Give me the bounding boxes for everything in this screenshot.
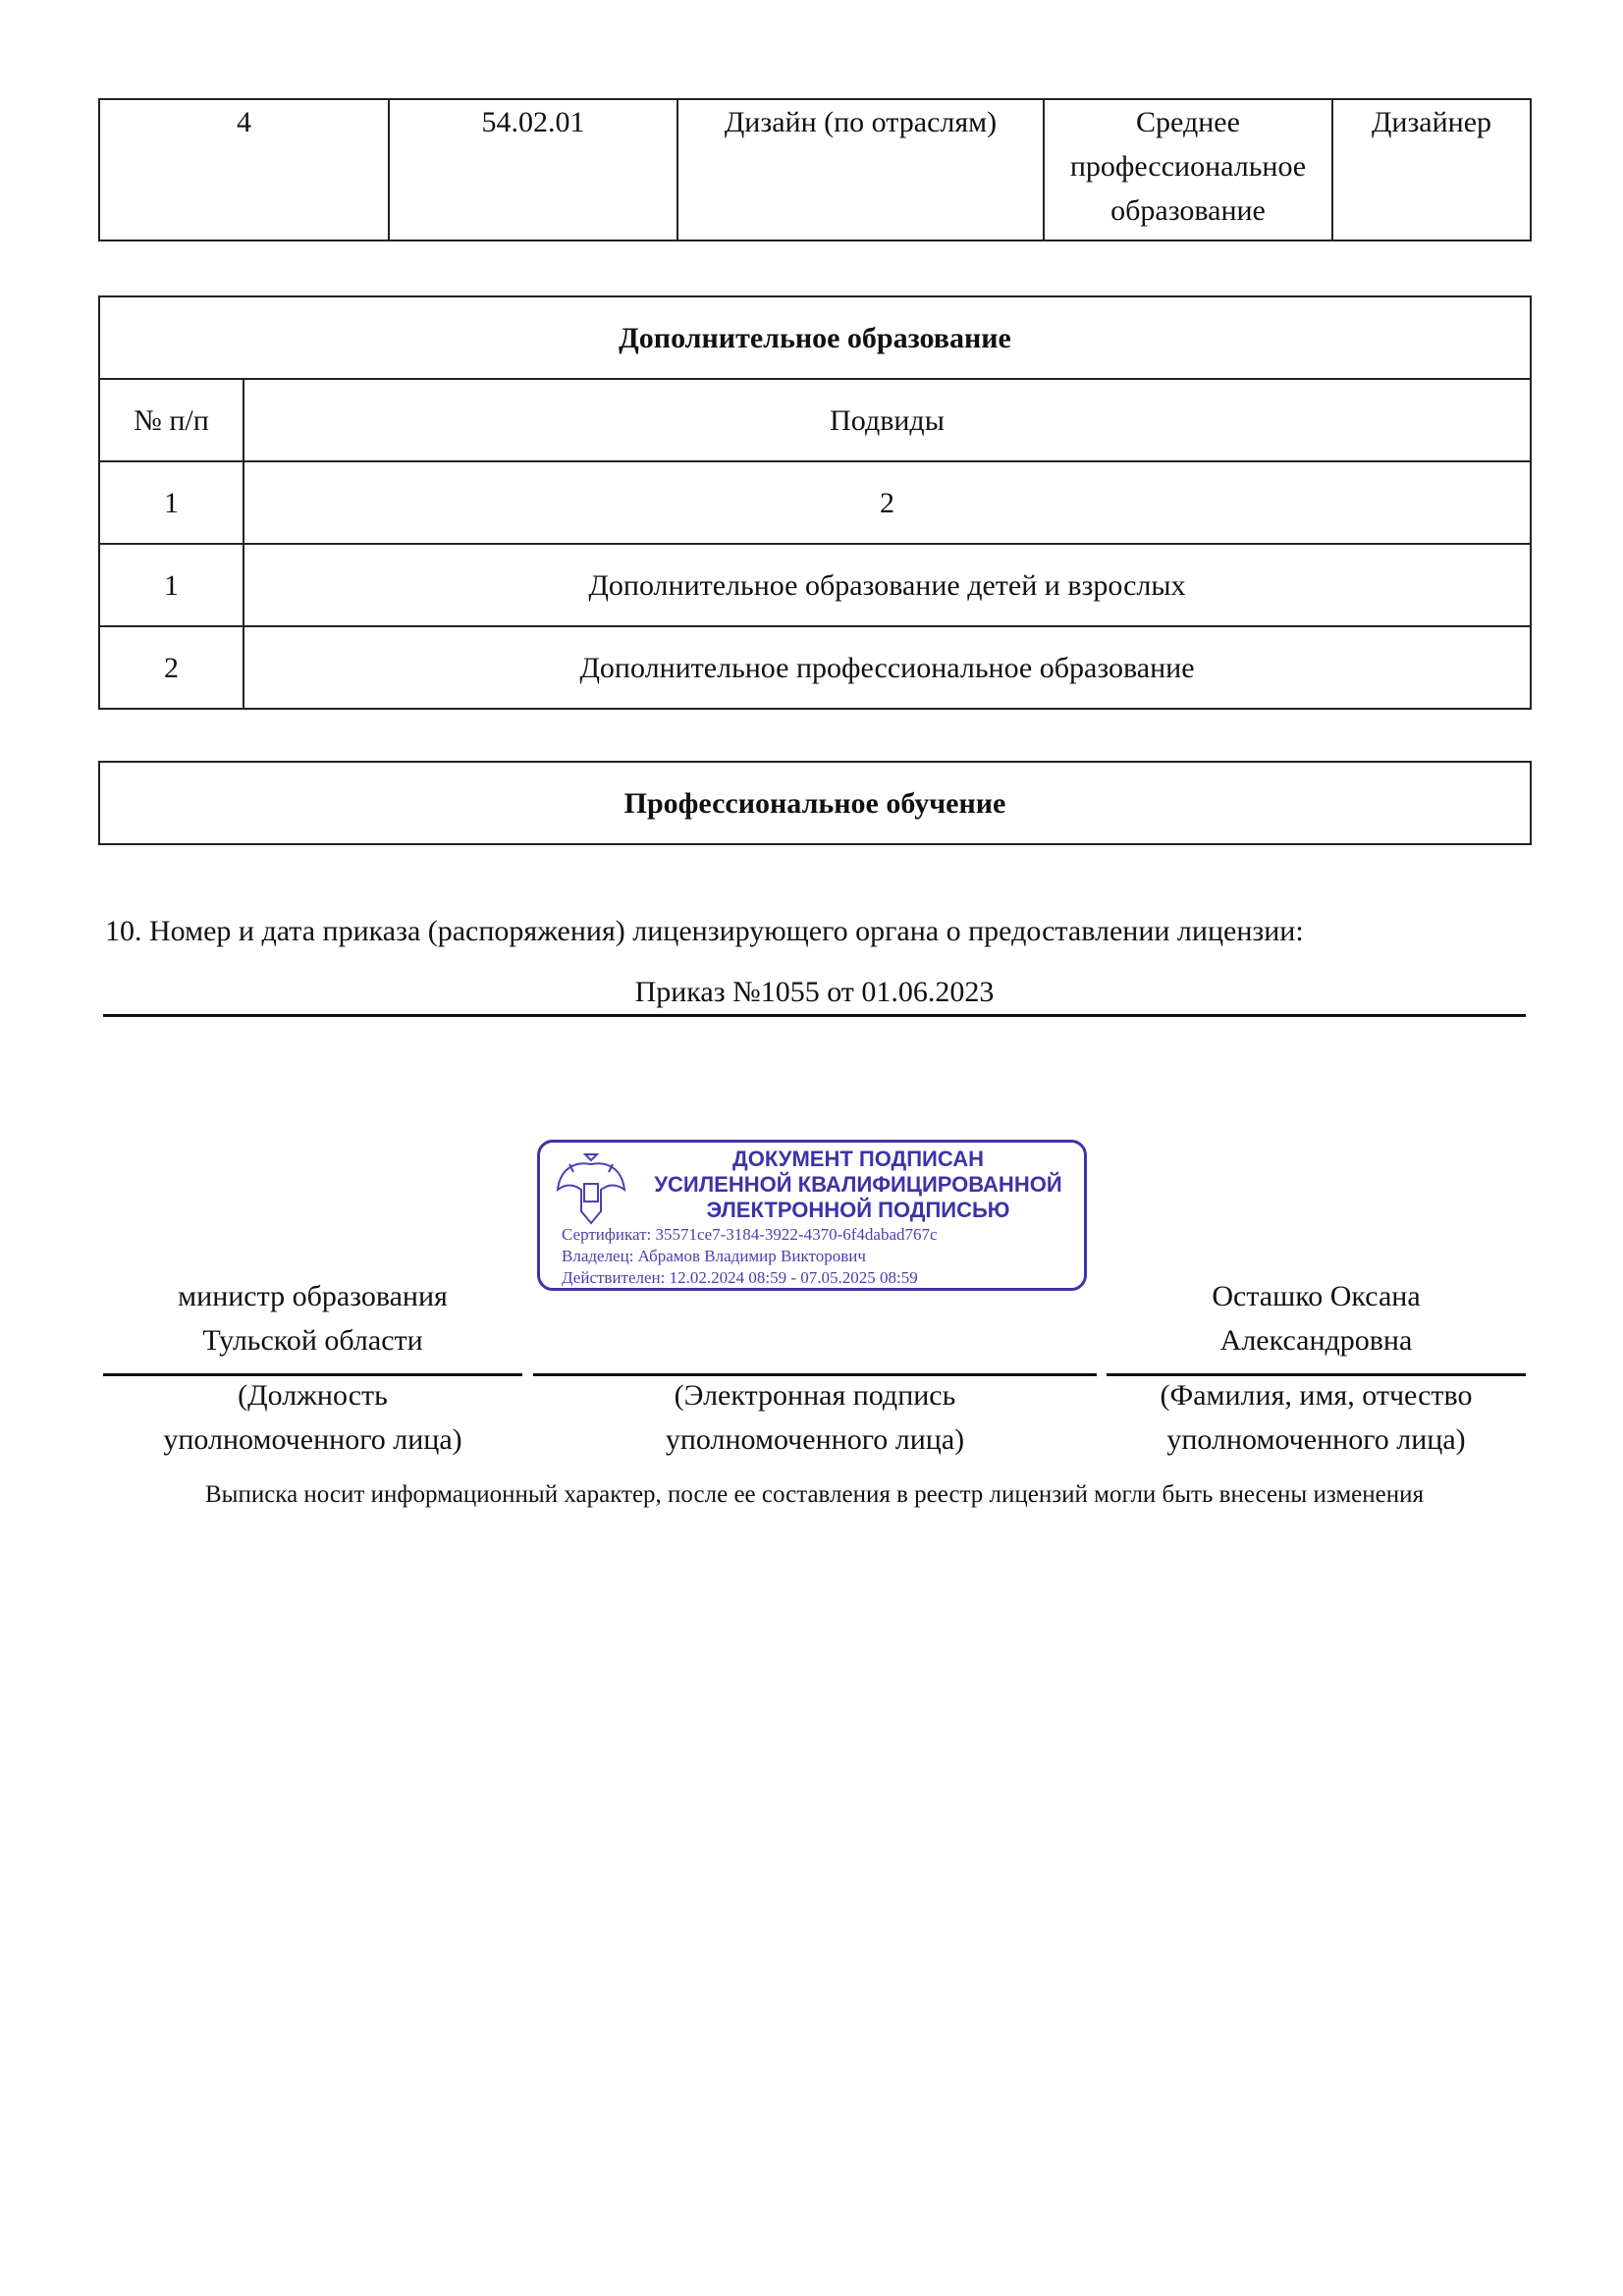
table-row bbox=[99, 461, 1531, 544]
coat-of-arms-icon bbox=[552, 1150, 630, 1229]
professional-training-table bbox=[98, 761, 1532, 845]
stamp-title: УСИЛЕННОЙ КВАЛИФИЦИРОВАННОЙ bbox=[654, 1172, 1062, 1197]
signer-name: Осташко Оксана Александровна bbox=[1212, 1280, 1421, 1357]
table-title: Дополнительное образование bbox=[99, 296, 1531, 379]
stamp-owner: Владелец: Абрамов Владимир Викторович bbox=[562, 1247, 866, 1265]
header-subtypes: Подвиды bbox=[243, 379, 1531, 461]
table-title: Профессиональное обучение bbox=[99, 762, 1531, 844]
table-row bbox=[99, 544, 1531, 626]
caption-signature: (Электронная подпись уполномоченного лица) bbox=[665, 1379, 965, 1456]
cell-qualification: Дизайнер bbox=[1332, 99, 1531, 240]
cell: 2 bbox=[99, 626, 243, 709]
cell-number: 4 bbox=[99, 99, 389, 240]
header-number: № п/п bbox=[99, 379, 243, 461]
order-value: Приказ №1055 от 01.06.2023 bbox=[634, 976, 995, 1008]
cell-level: Среднее профессиональное образование bbox=[1044, 99, 1332, 240]
cell: 1 bbox=[99, 461, 243, 544]
table-row bbox=[99, 99, 1531, 240]
signer-position: министр образования Тульской области bbox=[178, 1280, 448, 1357]
cell-specialty: Дизайн (по отраслям) bbox=[677, 99, 1044, 240]
cell-code: 54.02.01 bbox=[389, 99, 677, 240]
divider bbox=[103, 1014, 1526, 1017]
electronic-signature-stamp bbox=[537, 1140, 1087, 1291]
stamp-title: ДОКУМЕНТ ПОДПИСАН bbox=[732, 1147, 984, 1171]
footer-note: Выписка носит информационный характер, после ее составления в реестр лицензий могли быть внесены изменения bbox=[204, 1481, 1425, 1508]
cell: 1 bbox=[99, 544, 243, 626]
additional-education-table bbox=[98, 295, 1532, 710]
order-label: 10. Номер и дата приказа (распоряжения) лицензирующего органа о предоставлении лицензии: bbox=[105, 915, 1304, 947]
stamp-title: ЭЛЕКТРОННОЙ ПОДПИСЬЮ bbox=[706, 1198, 1010, 1222]
table-row bbox=[99, 626, 1531, 709]
cell: Дополнительное образование детей и взрослых bbox=[243, 544, 1531, 626]
stamp-validity: Действителен: 12.02.2024 08:59 - 07.05.2025 08:59 bbox=[562, 1268, 918, 1287]
stamp-certificate: Сертификат: 35571ce7-3184-3922-4370-6f4dabad767c bbox=[562, 1225, 938, 1244]
specialty-table bbox=[98, 98, 1532, 241]
cell: Дополнительное профессиональное образование bbox=[243, 626, 1531, 709]
caption-name: (Фамилия, имя, отчество уполномоченного лица) bbox=[1160, 1379, 1473, 1456]
caption-position: (Должность уполномоченного лица) bbox=[163, 1379, 462, 1456]
cell: 2 bbox=[243, 461, 1531, 544]
